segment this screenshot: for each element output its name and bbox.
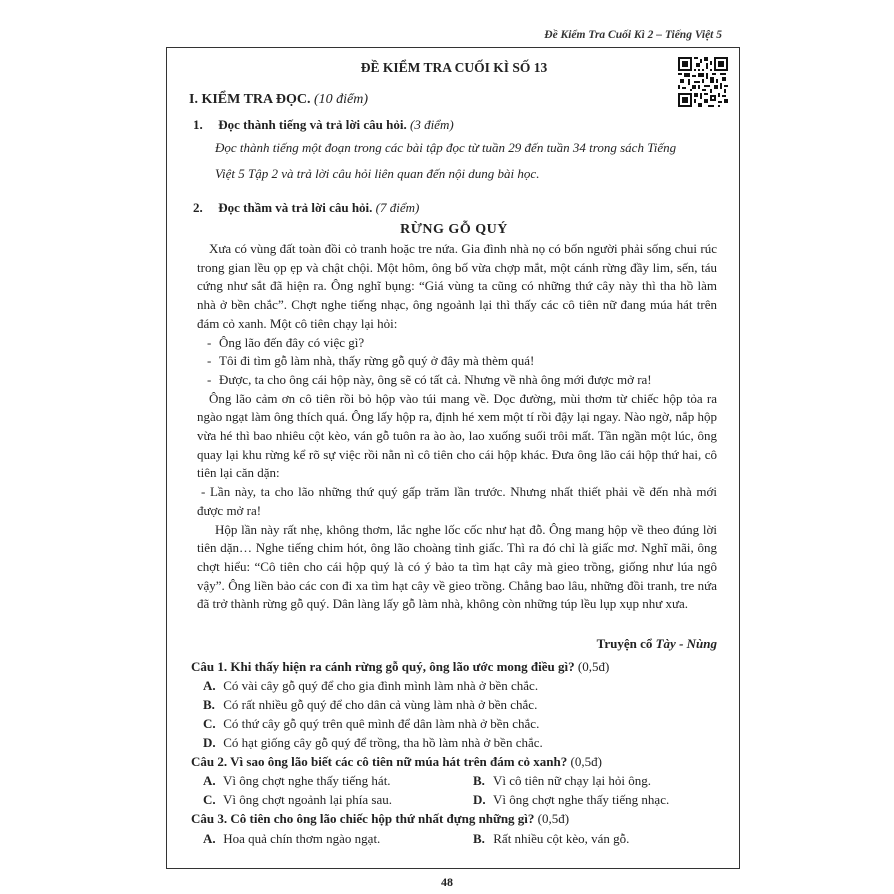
option-text: Có rất nhiều gỗ quý để cho dân cả vùng làm nhà ở bền chắc.: [223, 697, 538, 712]
section-heading: [189, 92, 368, 108]
story-paragraph-2: Ông lão cảm ơn cô tiên rồi bỏ hộp vào túi mang về. Dọc đường, mùi thơm từ chiếc hộp tỏa ra ngào ngạt làm ông thích quá. Ông lấy hộp ra, định hé xem một tí rồi đậy lại ngay. Nào ngờ, nắp hộp vừa hé thì bao nhiêu cột kèo, ván gỗ tuôn ra ào ào, lao xuống suối trôi mất. Tần ngần một lúc, ông quay lại khu rừng kể rõ sự việc rồi nằn nì cô tiên cho cái hộp khác. Đưa ông lão cái hộp thứ hai, cô tiên lại căn dặn:: [197, 390, 717, 481]
q1-option-c[interactable]: [203, 716, 539, 732]
part-2-points: (7 điểm): [375, 200, 420, 215]
source-prefix: Truyện cổ: [596, 636, 653, 651]
dialogue-text: Được, ta cho ông cái hộp này, ông sẽ có tất cả. Nhưng về nhà ông mới được mở ra!: [219, 371, 652, 387]
q2-option-b[interactable]: [473, 773, 651, 789]
qr-code-icon[interactable]: [678, 57, 728, 107]
q3-option-a[interactable]: [203, 831, 380, 847]
question-3-text: Cô tiên cho ông lão chiếc hộp thứ nhất đựng những gì?: [230, 811, 535, 826]
part-1-line-2: Việt 5 Tập 2 và trả lời câu hỏi liên quan đến nội dung bài học.: [215, 166, 540, 181]
option-text: Có vài cây gỗ quý để cho gia đình mình làm nhà ở bền chắc.: [223, 678, 539, 693]
q1-option-d[interactable]: [203, 735, 543, 751]
q2-option-d[interactable]: [473, 792, 669, 808]
option-text: Vì ông chợt nghe thấy tiếng hát.: [223, 773, 391, 788]
question-2: [191, 754, 721, 770]
option-letter: C.: [203, 716, 216, 731]
story-text: [197, 240, 717, 614]
exam-page-frame: [166, 47, 740, 869]
question-2-label: Câu 2.: [191, 754, 228, 769]
dialogue-line-1: - Ông lão đến đây có việc gì?: [197, 334, 717, 353]
part-2-heading: [193, 200, 419, 216]
question-2-text: Vì sao ông lão biết các cô tiên nữ múa hát trên đám cỏ xanh?: [230, 754, 568, 769]
story-paragraph-1: Xưa có vùng đất toàn đồi cỏ tranh hoặc tre nứa. Gia đình nhà nọ có bốn người phải sống chui rúc trong gian lều ọp ẹp và chật chội. Một hôm, ông bố vừa chợp mắt, một cánh rừng đầy lim, sến, táu cứng như sắt đã hiện ra. Ông nghĩ bụng: “Giá vùng ta cũng có những thứ cây này thì tha hồ làm nhà ở bền chắc”. Chợt nghe tiếng nhạc, ông ngoảnh lại thì thấy các cô tiên nữ đang múa hát trên đám cỏ xanh. Một cô tiên chạy lại hỏi:: [197, 241, 717, 331]
option-text: Có thứ cây gỗ quý trên quê mình để dân làm nhà ở bền chắc.: [223, 716, 540, 731]
option-text: Có hạt giống cây gỗ quý để trồng, tha hồ làm nhà ở bền chắc.: [223, 735, 543, 750]
source-name: Tày - Nùng: [655, 636, 717, 651]
option-text: Hoa quả chín thơm ngào ngạt.: [223, 831, 381, 846]
option-text: Rất nhiều cột kèo, ván gỗ.: [493, 831, 630, 846]
running-header: Đề Kiểm Tra Cuối Kì 2 – Tiếng Việt 5: [544, 29, 722, 41]
exam-title: ĐỀ KIỂM TRA CUỐI KÌ SỐ 13: [360, 60, 548, 75]
story-title: RỪNG GỖ QUÝ: [400, 222, 508, 237]
option-letter: A.: [203, 678, 216, 693]
question-3-score: (0,5đ): [537, 811, 570, 826]
option-letter: B.: [203, 697, 215, 712]
question-3: [191, 811, 721, 827]
story-paragraph-4: Hộp lần này rất nhẹ, không thơm, lắc nghe lốc cốc như hạt đỗ. Ông mang hộp về theo đúng lời tiên dặn… Nghe tiếng chim hót, ông lão choàng tỉnh giấc. Thì ra đó chỉ là giấc mơ. Nghĩ mãi, ông chợt hiểu: “Cô tiên cho cái hộp quý là có ý bảo ta tìm hạt cây mà gieo trồng, giống như lúa ngô vậy”. Ông liền bảo các con đi xa tìm hạt cây về gieo trồng. Chẳng bao lâu, những đồi tranh, tre nứa đã trở thành rừng gỗ quý. Dân làng lấy gỗ làm nhà, không còn những túp lều lụp xụp như xưa.: [197, 521, 717, 612]
option-letter: D.: [473, 792, 486, 807]
option-letter: D.: [203, 735, 216, 750]
part-1-points: (3 điểm): [409, 117, 454, 132]
q2-option-a[interactable]: [203, 773, 391, 789]
question-1-text: Khi thấy hiện ra cánh rừng gỗ quý, ông lão ước mong điều gì?: [230, 659, 575, 674]
part-2-number: 2.: [193, 200, 203, 215]
option-text: Vì cô tiên nữ chạy lại hỏi ông.: [493, 773, 651, 788]
question-1-label: Câu 1.: [191, 659, 228, 674]
q3-option-b[interactable]: [473, 831, 629, 847]
option-letter: A.: [203, 831, 216, 846]
part-2-label: Đọc thầm và trả lời câu hỏi.: [218, 200, 373, 215]
question-1: [191, 659, 721, 675]
part-1-label: Đọc thành tiếng và trả lời câu hỏi.: [218, 117, 407, 132]
story-source: [597, 636, 717, 652]
option-letter: C.: [203, 792, 216, 807]
option-text: Vì ông chợt ngoảnh lại phía sau.: [223, 792, 392, 807]
option-letter: B.: [473, 831, 485, 846]
dialogue-text: Ông lão đến đây có việc gì?: [219, 334, 365, 350]
option-text: Vì ông chợt nghe thấy tiếng nhạc.: [493, 792, 670, 807]
part-1-number: 1.: [193, 117, 203, 132]
dialogue-line-3: - Được, ta cho ông cái hộp này, ông sẽ có tất cả. Nhưng về nhà ông mới được mở ra!: [197, 371, 717, 390]
q1-option-b[interactable]: [203, 697, 537, 713]
option-letter: A.: [203, 773, 216, 788]
page-number: 48: [441, 875, 453, 889]
question-3-label: Câu 3.: [191, 811, 228, 826]
section-points: (10 điểm): [313, 92, 369, 107]
story-paragraph-3: - Lần này, ta cho lão những thứ quý gấp trăm lần trước. Nhưng nhất thiết phải về đến nhà mới được mở ra!: [197, 484, 717, 518]
dialogue-line-2: - Tôi đi tìm gỗ làm nhà, thấy rừng gỗ quý ở đây mà thèm quá!: [197, 352, 717, 371]
question-2-score: (0,5đ): [570, 754, 602, 769]
option-letter: B.: [473, 773, 485, 788]
part-1-line-1: Đọc thành tiếng một đoạn trong các bài tập đọc từ tuần 29 đến tuần 34 trong sách Tiếng: [215, 140, 677, 155]
part-1-instruction: [215, 135, 725, 187]
question-1-score: (0,5đ): [577, 659, 610, 674]
section-label: I. KIỂM TRA ĐỌC.: [189, 92, 311, 107]
q1-option-a[interactable]: [203, 678, 538, 694]
q2-option-c[interactable]: [203, 792, 392, 808]
part-1-heading: [193, 117, 454, 133]
dialogue-text: Tôi đi tìm gỗ làm nhà, thấy rừng gỗ quý ở đây mà thèm quá!: [219, 353, 535, 369]
